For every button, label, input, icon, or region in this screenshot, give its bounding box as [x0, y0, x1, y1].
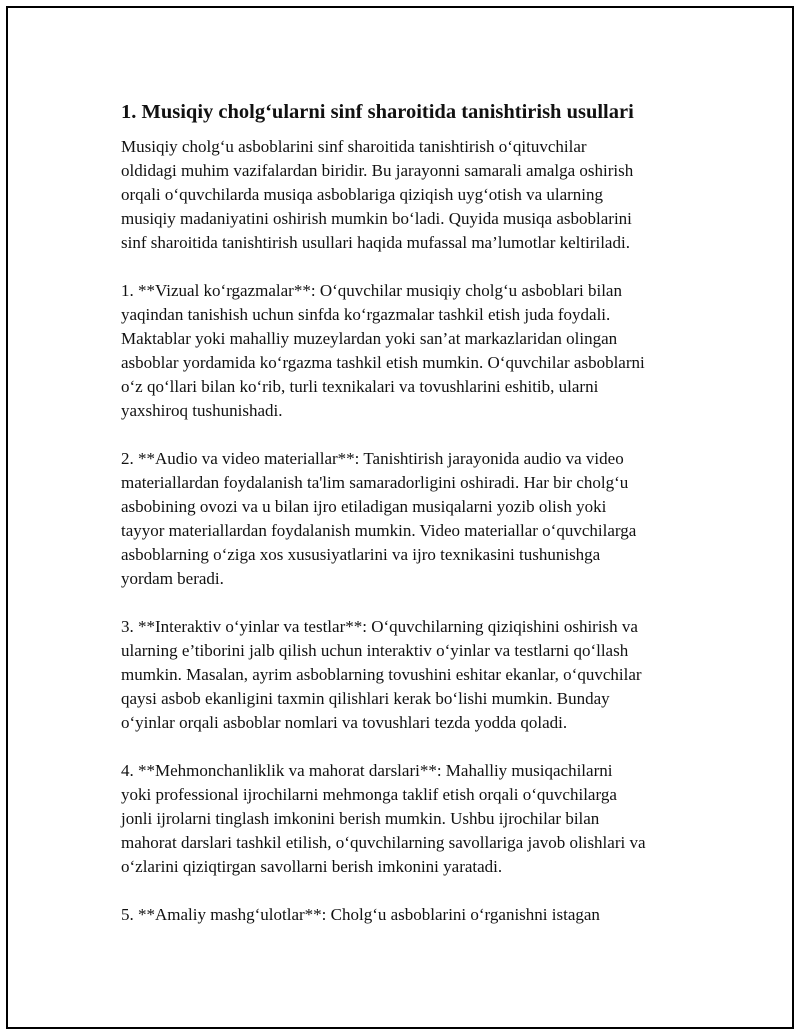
text-line: o‘z qo‘llari bilan ko‘rib, turli texnikalari va tovushlarini eshitib, ularni	[121, 377, 599, 396]
text-line: jonli ijrolarni tinglash imkonini berish mumkin. Ushbu ijrochilar bilan	[121, 809, 600, 828]
text-line: o‘zlarini qiziqtirgan savollarni berish imkonini yaratadi.	[121, 857, 503, 876]
text-line: 3. **Interaktiv o‘yinlar va testlar**: O‘quvchilarning qiziqishini oshirish va	[121, 617, 638, 636]
text-line: yoki professional ijrochilarni mehmonga taklif etish orqali o‘quvchilarga	[121, 785, 617, 804]
text-line: Musiqiy cholg‘u asboblarini sinf sharoitida tanishtirish o‘qituvchilar	[121, 137, 587, 156]
paragraph-item-4	[121, 759, 721, 879]
text-line: yaqindan tanishish uchun sinfda ko‘rgazmalar tashkil etish juda foydali.	[121, 305, 611, 324]
text-line: o‘yinlar orqali asboblar nomlari va tovushlari tezda yodda qoladi.	[121, 713, 568, 732]
text-line: materiallardan foydalanish ta'lim samaradorligini oshiradi. Har bir cholg‘u	[121, 473, 629, 492]
text-line: 1. **Vizual ko‘rgazmalar**: O‘quvchilar musiqiy cholg‘u asboblari bilan	[121, 281, 622, 300]
text-line: oldidagi muhim vazifalardan biridir. Bu jarayonni samarali amalga oshirish	[121, 161, 634, 180]
text-line: tayyor materiallardan foydalanish mumkin. Video materiallar o‘quvchilarga	[121, 521, 637, 540]
paragraph-item-2	[121, 447, 721, 591]
text-line: asboblarning o‘ziga xos xususiyatlarini va ijro texnikasini tushunishga	[121, 545, 601, 564]
text-line: orqali o‘quvchilarda musiqa asboblariga qiziqish uyg‘otish va ularning	[121, 185, 604, 204]
text-line: mumkin. Masalan, ayrim asboblarning tovushini eshitar ekanlar, o‘quvchilar	[121, 665, 642, 684]
paragraph-intro	[121, 135, 721, 255]
paragraph-item-1	[121, 279, 721, 423]
text-line: asbobining ovozi va u bilan ijro etiladigan musiqalarni yozib olish yoki	[121, 497, 607, 516]
text-line: yaxshiroq tushunishadi.	[121, 401, 283, 420]
page-frame	[6, 6, 794, 1029]
text-line: musiqiy madaniyatini oshirish mumkin bo‘ladi. Quyida musiqa asboblarini	[121, 209, 632, 228]
text-line: Maktablar yoki mahalliy muzeylardan yoki san’at markazlaridan olingan	[121, 329, 618, 348]
document-content	[121, 99, 721, 951]
text-line: 2. **Audio va video materiallar**: Tanishtirish jarayonida audio va video	[121, 449, 624, 468]
text-line: 5. **Amaliy mashg‘ulotlar**: Cholg‘u asboblarini o‘rganishni istagan	[121, 905, 600, 924]
document-title: 1. Musiqiy cholg‘ularni sinf sharoitida tanishtirish usullari	[121, 101, 634, 123]
text-line: asboblar yordamida ko‘rgazma tashkil etish mumkin. O‘quvchilar asboblarni	[121, 353, 645, 372]
paragraph-item-5	[121, 903, 721, 927]
text-line: sinf sharoitida tanishtirish usullari haqida mufassal ma’lumotlar keltiriladi.	[121, 233, 630, 252]
text-line: qaysi asbob ekanligini taxmin qilishlari kerak bo‘lishi mumkin. Bunday	[121, 689, 610, 708]
text-line: 4. **Mehmonchanliklik va mahorat darslari**: Mahalliy musiqachilarni	[121, 761, 613, 780]
text-line: ularning e’tiborini jalb qilish uchun interaktiv o‘yinlar va testlarni qo‘llash	[121, 641, 629, 660]
paragraph-item-3	[121, 615, 721, 735]
text-line: mahorat darslari tashkil etilish, o‘quvchilarning savollariga javob olishlari va	[121, 833, 646, 852]
text-line: yordam beradi.	[121, 569, 224, 588]
